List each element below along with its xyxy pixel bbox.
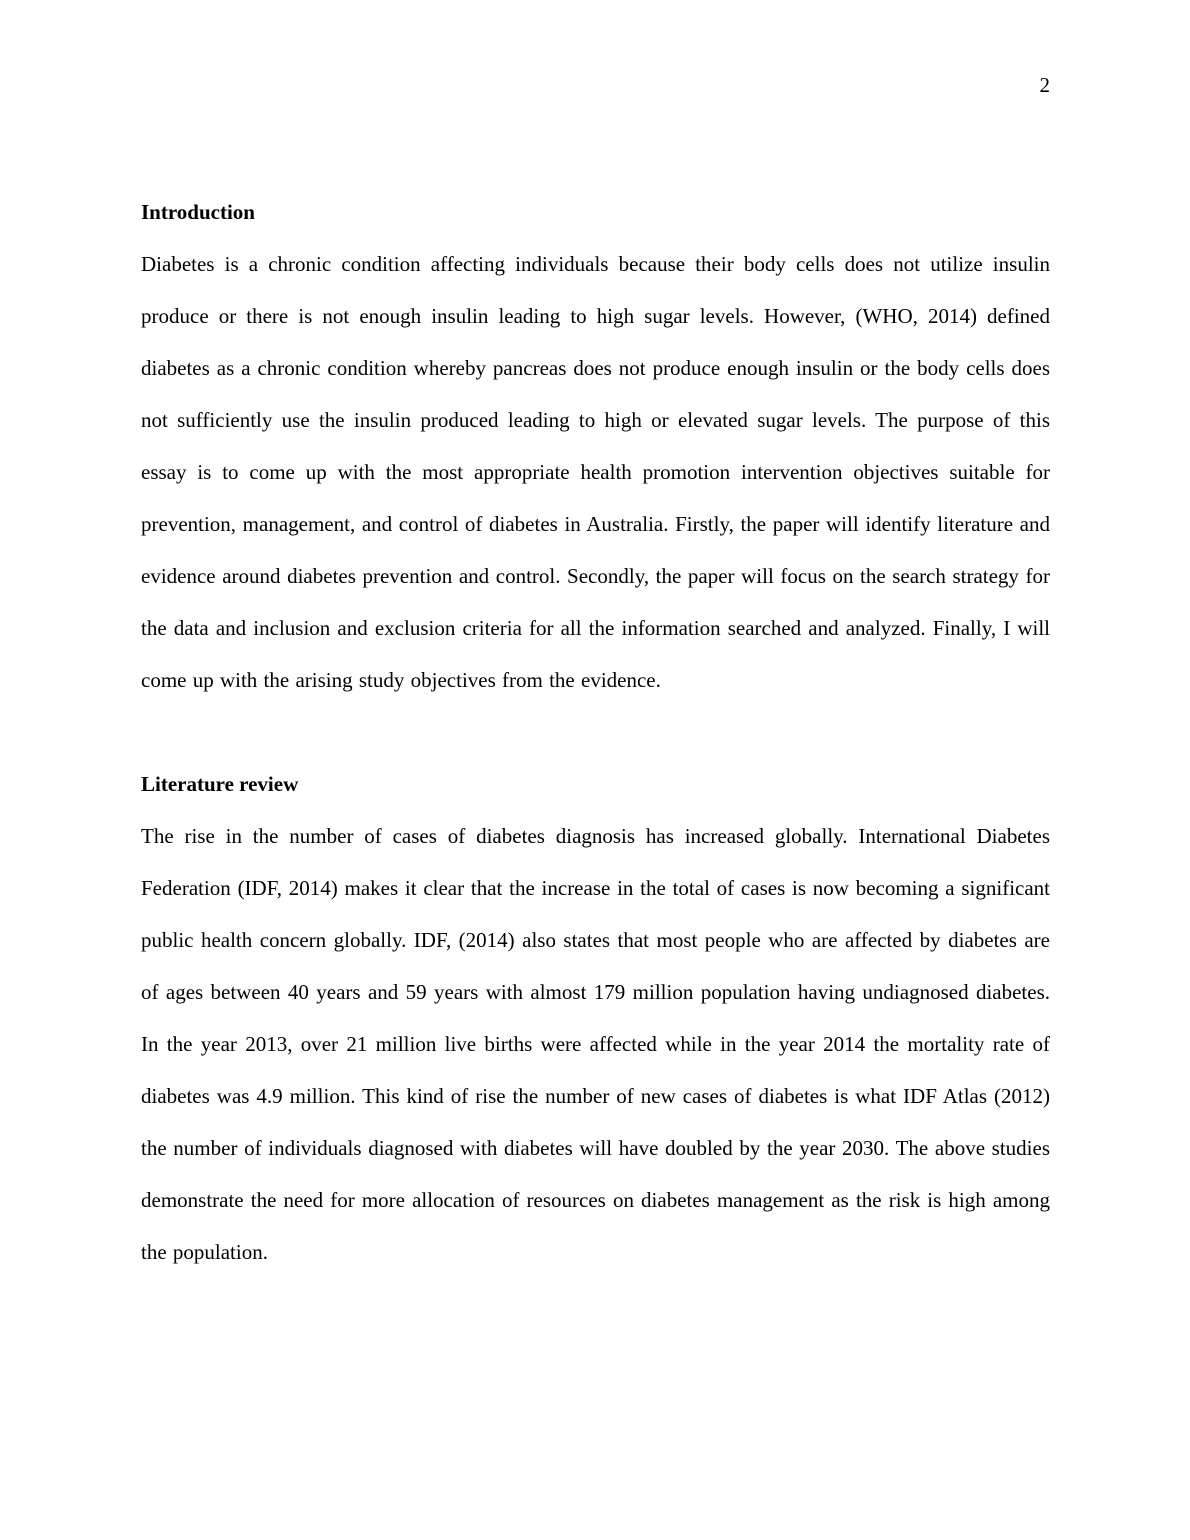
section-heading-literature-review: Literature review xyxy=(141,772,299,796)
paragraph-introduction: Diabetes is a chronic condition affecting individuals because their body cells does not utilize insulin produce or there is not enough insulin leading to high sugar levels. However, (WHO, 2014) defined diabetes as a chronic condition whereby pancreas does not produce enough insulin or the body cells does not sufficiently use the insulin produced leading to high or elevated sugar levels. The purpose of this essay is to come up with the most appropriate health promotion intervention objectives suitable for prevention, management, and control of diabetes in Australia. Firstly, the paper will identify literature and evidence around diabetes prevention and control. Secondly, the paper will focus on the search strategy for the data and inclusion and exclusion criteria for all the information searched and analyzed. Finally, I will come up with the arising study objectives from the evidence. xyxy=(141,252,1050,692)
page-number: 2 xyxy=(1039,73,1050,97)
paragraph-literature-review: The rise in the number of cases of diabetes diagnosis has increased globally. International Diabetes Federation (IDF, 2014) makes it clear that the increase in the total of cases is now becoming a significant public health concern globally. IDF, (2014) also states that most people who are affected by diabetes are of ages between 40 years and 59 years with almost 179 million population having undiagnosed diabetes. In the year 2013, over 21 million live births were affected while in the year 2014 the mortality rate of diabetes was 4.9 million. This kind of rise the number of new cases of diabetes is what IDF Atlas (2012) the number of individuals diagnosed with diabetes will have doubled by the year 2030. The above studies demonstrate the need for more allocation of resources on diabetes management as the risk is high among the population. xyxy=(141,824,1050,1264)
section-heading-introduction: Introduction xyxy=(141,200,255,224)
document-body xyxy=(141,186,1050,1278)
